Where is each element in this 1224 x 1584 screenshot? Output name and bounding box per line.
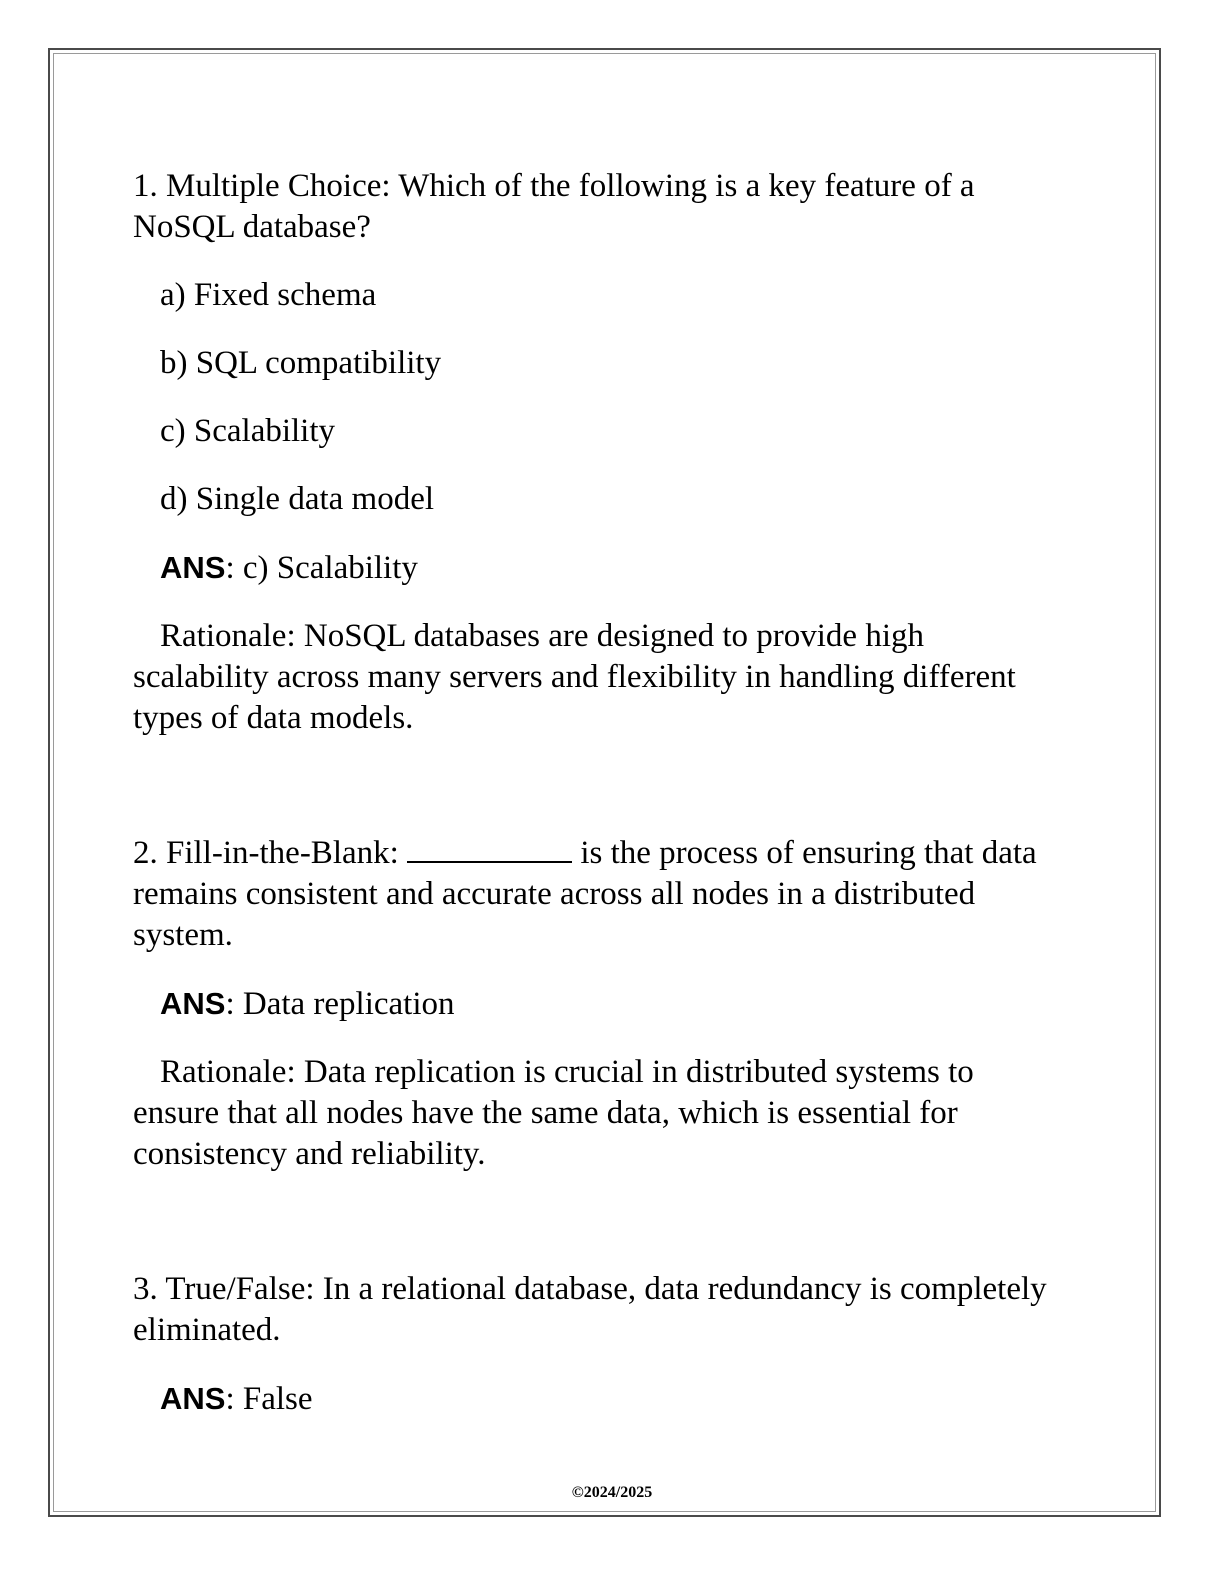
answer-text: : Data replication [225, 986, 455, 1022]
question-2-prompt [133, 833, 1063, 956]
answer-text: : False [225, 1381, 313, 1417]
question-1-option-b: b) SQL compatibility [160, 345, 442, 381]
question-1-option-a: a) Fixed schema [160, 277, 377, 313]
question-3-prompt: 3. True/False: In a relational database, data redundancy is completely eliminated. [133, 1271, 1047, 1348]
question-1-answer [133, 547, 1063, 589]
question-1-rationale: Rationale: NoSQL databases are designed to provide high scalability across many servers and flexibility in handling different types of data models. [133, 618, 1016, 736]
document-content [133, 166, 1063, 1420]
question-2 [133, 833, 1063, 1175]
question-1 [133, 166, 1063, 739]
question-1-prompt: 1. Multiple Choice: Which of the following is a key feature of a NoSQL database? [133, 168, 975, 245]
question-2-answer [133, 983, 1063, 1025]
ans-label: ANS [160, 550, 226, 585]
ans-label: ANS [160, 986, 226, 1021]
copyright-footer: ©2024/2025 [571, 1484, 653, 1501]
question-1-option-d: d) Single data model [160, 481, 435, 517]
ans-label: ANS [160, 1381, 226, 1416]
question-2-rationale: Rationale: Data replication is crucial in distributed systems to ensure that all nodes have the same data, which is essential for consistency and reliability. [133, 1054, 974, 1172]
question-3-answer [133, 1378, 1063, 1420]
answer-text: : c) Scalability [225, 550, 418, 586]
question-2-prompt-end: is the process of ensuring that data remains consistent and accurate across all nodes in a distributed system. [133, 835, 1037, 953]
question-1-option-c: c) Scalability [160, 413, 336, 449]
fill-in-blank [407, 833, 572, 863]
question-2-prompt-start: 2. Fill-in-the-Blank: [133, 835, 408, 871]
question-3 [133, 1269, 1063, 1420]
